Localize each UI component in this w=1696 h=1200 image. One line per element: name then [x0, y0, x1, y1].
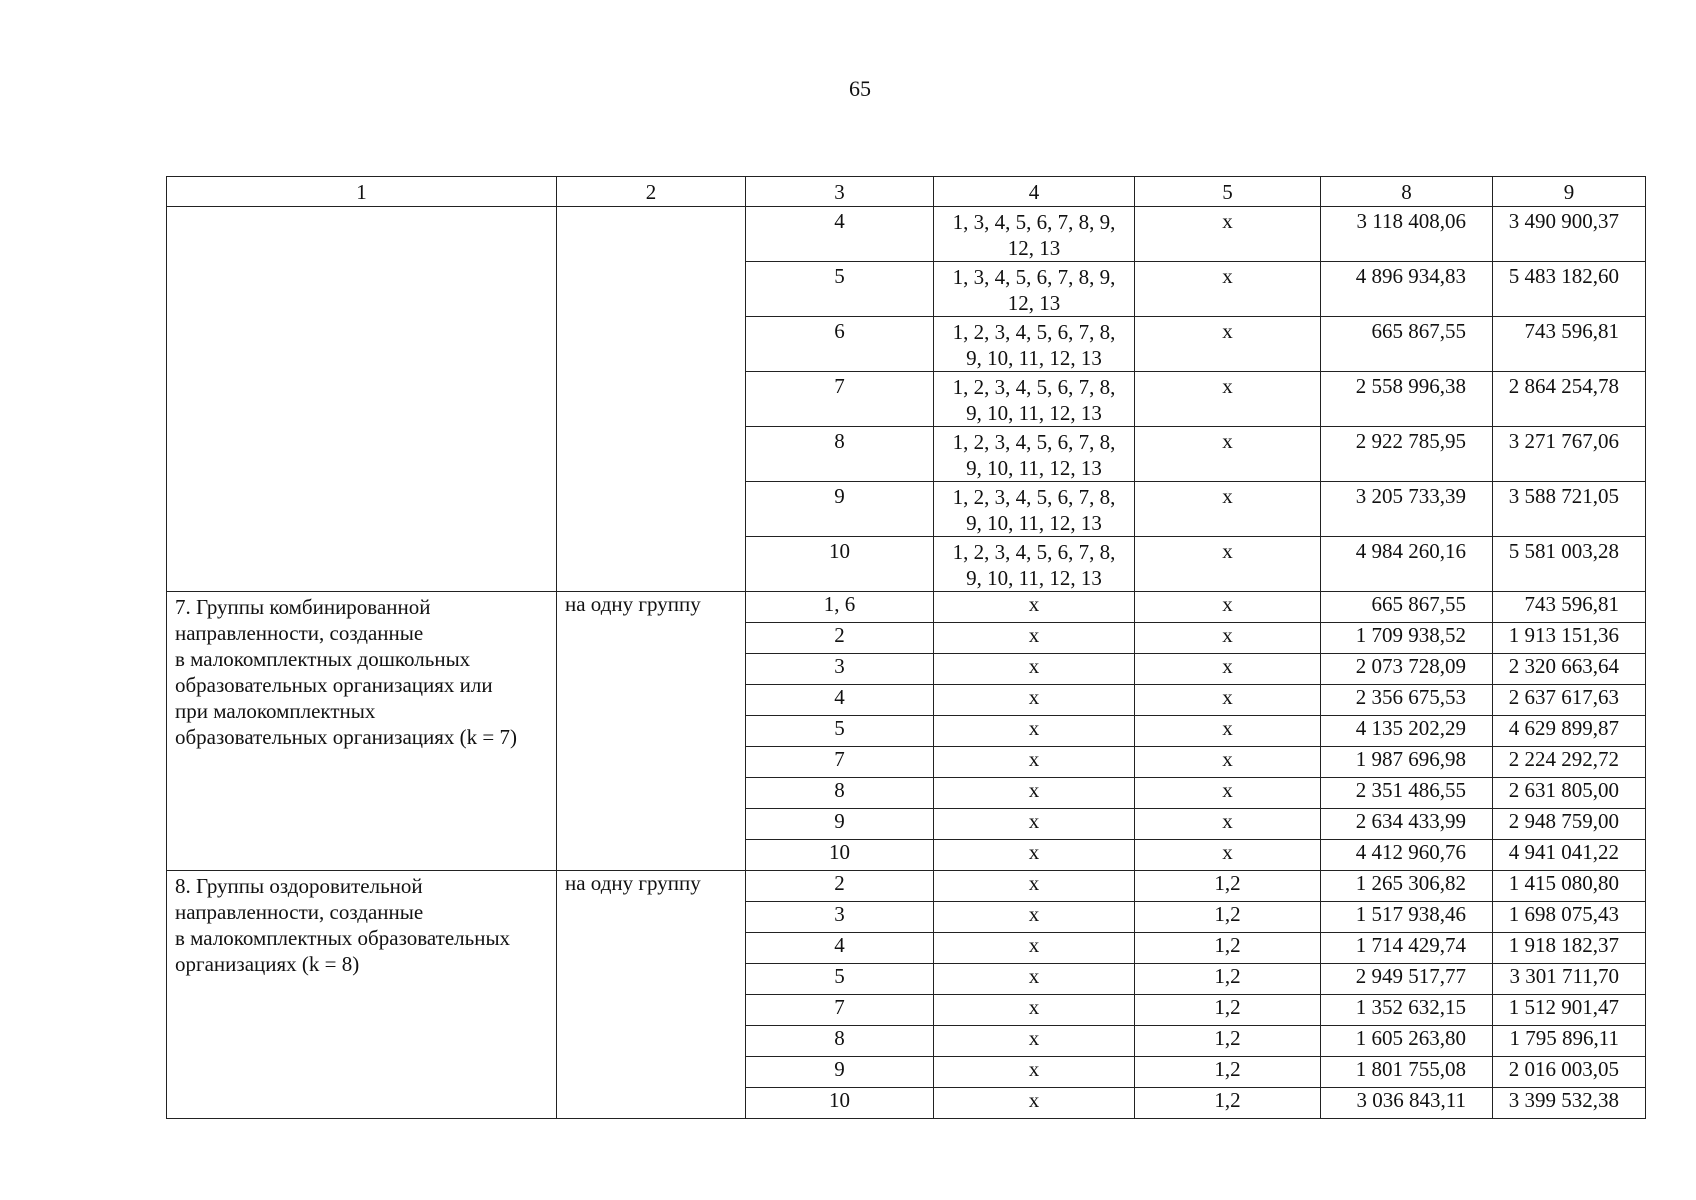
column-header: 2	[557, 177, 746, 207]
col4-cell: х	[934, 902, 1135, 933]
col4-cell: 1, 2, 3, 4, 5, 6, 7, 8, 9, 10, 11, 12, 13	[934, 537, 1135, 592]
col9-cell: 2 864 254,78	[1493, 372, 1646, 427]
unit-cell: на одну группу	[557, 592, 746, 871]
col5-cell: х	[1135, 747, 1321, 778]
col8-cell: 2 073 728,09	[1321, 654, 1493, 685]
col5-cell: х	[1135, 372, 1321, 427]
col9-cell: 3 271 767,06	[1493, 427, 1646, 482]
col4-cell: х	[934, 1057, 1135, 1088]
col8-cell: 4 135 202,29	[1321, 716, 1493, 747]
col8-cell: 3 036 843,11	[1321, 1088, 1493, 1119]
unit-cell	[557, 207, 746, 592]
col3-cell: 10	[746, 840, 934, 871]
col5-cell: 1,2	[1135, 964, 1321, 995]
col9-cell: 4 629 899,87	[1493, 716, 1646, 747]
col8-cell: 1 709 938,52	[1321, 623, 1493, 654]
col5-cell: х	[1135, 427, 1321, 482]
col3-cell: 6	[746, 317, 934, 372]
category-cell: 8. Группы оздоровительной направленности, созданные в малокомплектных образовательных организациях (k = 8)	[167, 871, 557, 1119]
col8-cell: 4 412 960,76	[1321, 840, 1493, 871]
col4-cell: 1, 2, 3, 4, 5, 6, 7, 8, 9, 10, 11, 12, 13	[934, 427, 1135, 482]
category-cell: 7. Группы комбинированной направленности, созданные в малокомплектных дошкольных образовательных организациях или при малокомплектных образовательных организациях (k = 7)	[167, 592, 557, 871]
col8-cell: 2 558 996,38	[1321, 372, 1493, 427]
col9-cell: 1 913 151,36	[1493, 623, 1646, 654]
col3-cell: 8	[746, 427, 934, 482]
col4-cell: х	[934, 778, 1135, 809]
col8-cell: 1 265 306,82	[1321, 871, 1493, 902]
col5-cell: 1,2	[1135, 1057, 1321, 1088]
col8-cell: 3 118 408,06	[1321, 207, 1493, 262]
col8-cell: 665 867,55	[1321, 592, 1493, 623]
col3-cell: 9	[746, 809, 934, 840]
col8-cell: 1 714 429,74	[1321, 933, 1493, 964]
col8-cell: 1 352 632,15	[1321, 995, 1493, 1026]
col5-cell: х	[1135, 317, 1321, 372]
col3-cell: 7	[746, 995, 934, 1026]
col5-cell: х	[1135, 654, 1321, 685]
col3-cell: 4	[746, 685, 934, 716]
col3-cell: 8	[746, 778, 934, 809]
col8-cell: 1 517 938,46	[1321, 902, 1493, 933]
col8-cell: 1 987 696,98	[1321, 747, 1493, 778]
col5-cell: х	[1135, 685, 1321, 716]
col4-cell: 1, 2, 3, 4, 5, 6, 7, 8, 9, 10, 11, 12, 13	[934, 372, 1135, 427]
col5-cell: х	[1135, 592, 1321, 623]
col3-cell: 10	[746, 537, 934, 592]
col9-cell: 2 320 663,64	[1493, 654, 1646, 685]
col3-cell: 5	[746, 262, 934, 317]
col9-cell: 1 698 075,43	[1493, 902, 1646, 933]
col5-cell: х	[1135, 623, 1321, 654]
category-cell	[167, 207, 557, 592]
column-header: 4	[934, 177, 1135, 207]
col5-cell: х	[1135, 716, 1321, 747]
table-row	[167, 592, 1646, 623]
col4-cell: 1, 3, 4, 5, 6, 7, 8, 9, 12, 13	[934, 207, 1135, 262]
col3-cell: 4	[746, 207, 934, 262]
col5-cell: 1,2	[1135, 1088, 1321, 1119]
col4-cell: х	[934, 623, 1135, 654]
col8-cell: 4 984 260,16	[1321, 537, 1493, 592]
column-header: 3	[746, 177, 934, 207]
col9-cell: 2 631 805,00	[1493, 778, 1646, 809]
col5-cell: 1,2	[1135, 902, 1321, 933]
col5-cell: х	[1135, 482, 1321, 537]
col4-cell: х	[934, 933, 1135, 964]
col9-cell: 1 415 080,80	[1493, 871, 1646, 902]
col4-cell: х	[934, 747, 1135, 778]
col5-cell: 1,2	[1135, 871, 1321, 902]
col8-cell: 2 351 486,55	[1321, 778, 1493, 809]
column-header: 9	[1493, 177, 1646, 207]
col4-cell: х	[934, 995, 1135, 1026]
col8-cell: 1 605 263,80	[1321, 1026, 1493, 1057]
col8-cell: 2 634 433,99	[1321, 809, 1493, 840]
col9-cell: 3 490 900,37	[1493, 207, 1646, 262]
col9-cell: 1 918 182,37	[1493, 933, 1646, 964]
col5-cell: х	[1135, 262, 1321, 317]
col5-cell: х	[1135, 537, 1321, 592]
col3-cell: 5	[746, 716, 934, 747]
column-header: 1	[167, 177, 557, 207]
col8-cell: 1 801 755,08	[1321, 1057, 1493, 1088]
col4-cell: 1, 2, 3, 4, 5, 6, 7, 8, 9, 10, 11, 12, 13	[934, 317, 1135, 372]
tariff-table	[166, 176, 1646, 1119]
col5-cell: х	[1135, 840, 1321, 871]
col4-cell: х	[934, 685, 1135, 716]
col9-cell: 1 795 896,11	[1493, 1026, 1646, 1057]
col8-cell: 2 922 785,95	[1321, 427, 1493, 482]
col8-cell: 4 896 934,83	[1321, 262, 1493, 317]
page-number: 65	[849, 76, 871, 101]
col8-cell: 3 205 733,39	[1321, 482, 1493, 537]
col3-cell: 7	[746, 747, 934, 778]
col9-cell: 4 941 041,22	[1493, 840, 1646, 871]
col4-cell: х	[934, 809, 1135, 840]
column-header: 5	[1135, 177, 1321, 207]
col3-cell: 9	[746, 482, 934, 537]
col4-cell: х	[934, 654, 1135, 685]
col3-cell: 2	[746, 623, 934, 654]
col3-cell: 3	[746, 902, 934, 933]
col9-cell: 2 016 003,05	[1493, 1057, 1646, 1088]
col4-cell: х	[934, 871, 1135, 902]
col8-cell: 2 356 675,53	[1321, 685, 1493, 716]
col8-cell: 665 867,55	[1321, 317, 1493, 372]
col3-cell: 4	[746, 933, 934, 964]
col5-cell: х	[1135, 809, 1321, 840]
col5-cell: 1,2	[1135, 933, 1321, 964]
col9-cell: 2 224 292,72	[1493, 747, 1646, 778]
col9-cell: 2 637 617,63	[1493, 685, 1646, 716]
col5-cell: 1,2	[1135, 1026, 1321, 1057]
column-header: 8	[1321, 177, 1493, 207]
col4-cell: х	[934, 1026, 1135, 1057]
col4-cell: х	[934, 964, 1135, 995]
col9-cell: 743 596,81	[1493, 317, 1646, 372]
table-row	[167, 207, 1646, 262]
col4-cell: х	[934, 840, 1135, 871]
table-row	[167, 871, 1646, 902]
col3-cell: 9	[746, 1057, 934, 1088]
col9-cell: 1 512 901,47	[1493, 995, 1646, 1026]
col4-cell: х	[934, 716, 1135, 747]
col8-cell: 2 949 517,77	[1321, 964, 1493, 995]
table-header-row	[167, 177, 1646, 207]
col9-cell: 2 948 759,00	[1493, 809, 1646, 840]
col5-cell: 1,2	[1135, 995, 1321, 1026]
col9-cell: 5 581 003,28	[1493, 537, 1646, 592]
col4-cell: х	[934, 1088, 1135, 1119]
col9-cell: 3 399 532,38	[1493, 1088, 1646, 1119]
unit-cell: на одну группу	[557, 871, 746, 1119]
col9-cell: 3 301 711,70	[1493, 964, 1646, 995]
col3-cell: 5	[746, 964, 934, 995]
col9-cell: 5 483 182,60	[1493, 262, 1646, 317]
col3-cell: 7	[746, 372, 934, 427]
col3-cell: 3	[746, 654, 934, 685]
col9-cell: 743 596,81	[1493, 592, 1646, 623]
col3-cell: 1, 6	[746, 592, 934, 623]
col3-cell: 8	[746, 1026, 934, 1057]
col4-cell: 1, 2, 3, 4, 5, 6, 7, 8, 9, 10, 11, 12, 13	[934, 482, 1135, 537]
col5-cell: х	[1135, 778, 1321, 809]
col4-cell: 1, 3, 4, 5, 6, 7, 8, 9, 12, 13	[934, 262, 1135, 317]
col9-cell: 3 588 721,05	[1493, 482, 1646, 537]
col3-cell: 10	[746, 1088, 934, 1119]
col5-cell: х	[1135, 207, 1321, 262]
col3-cell: 2	[746, 871, 934, 902]
col4-cell: х	[934, 592, 1135, 623]
